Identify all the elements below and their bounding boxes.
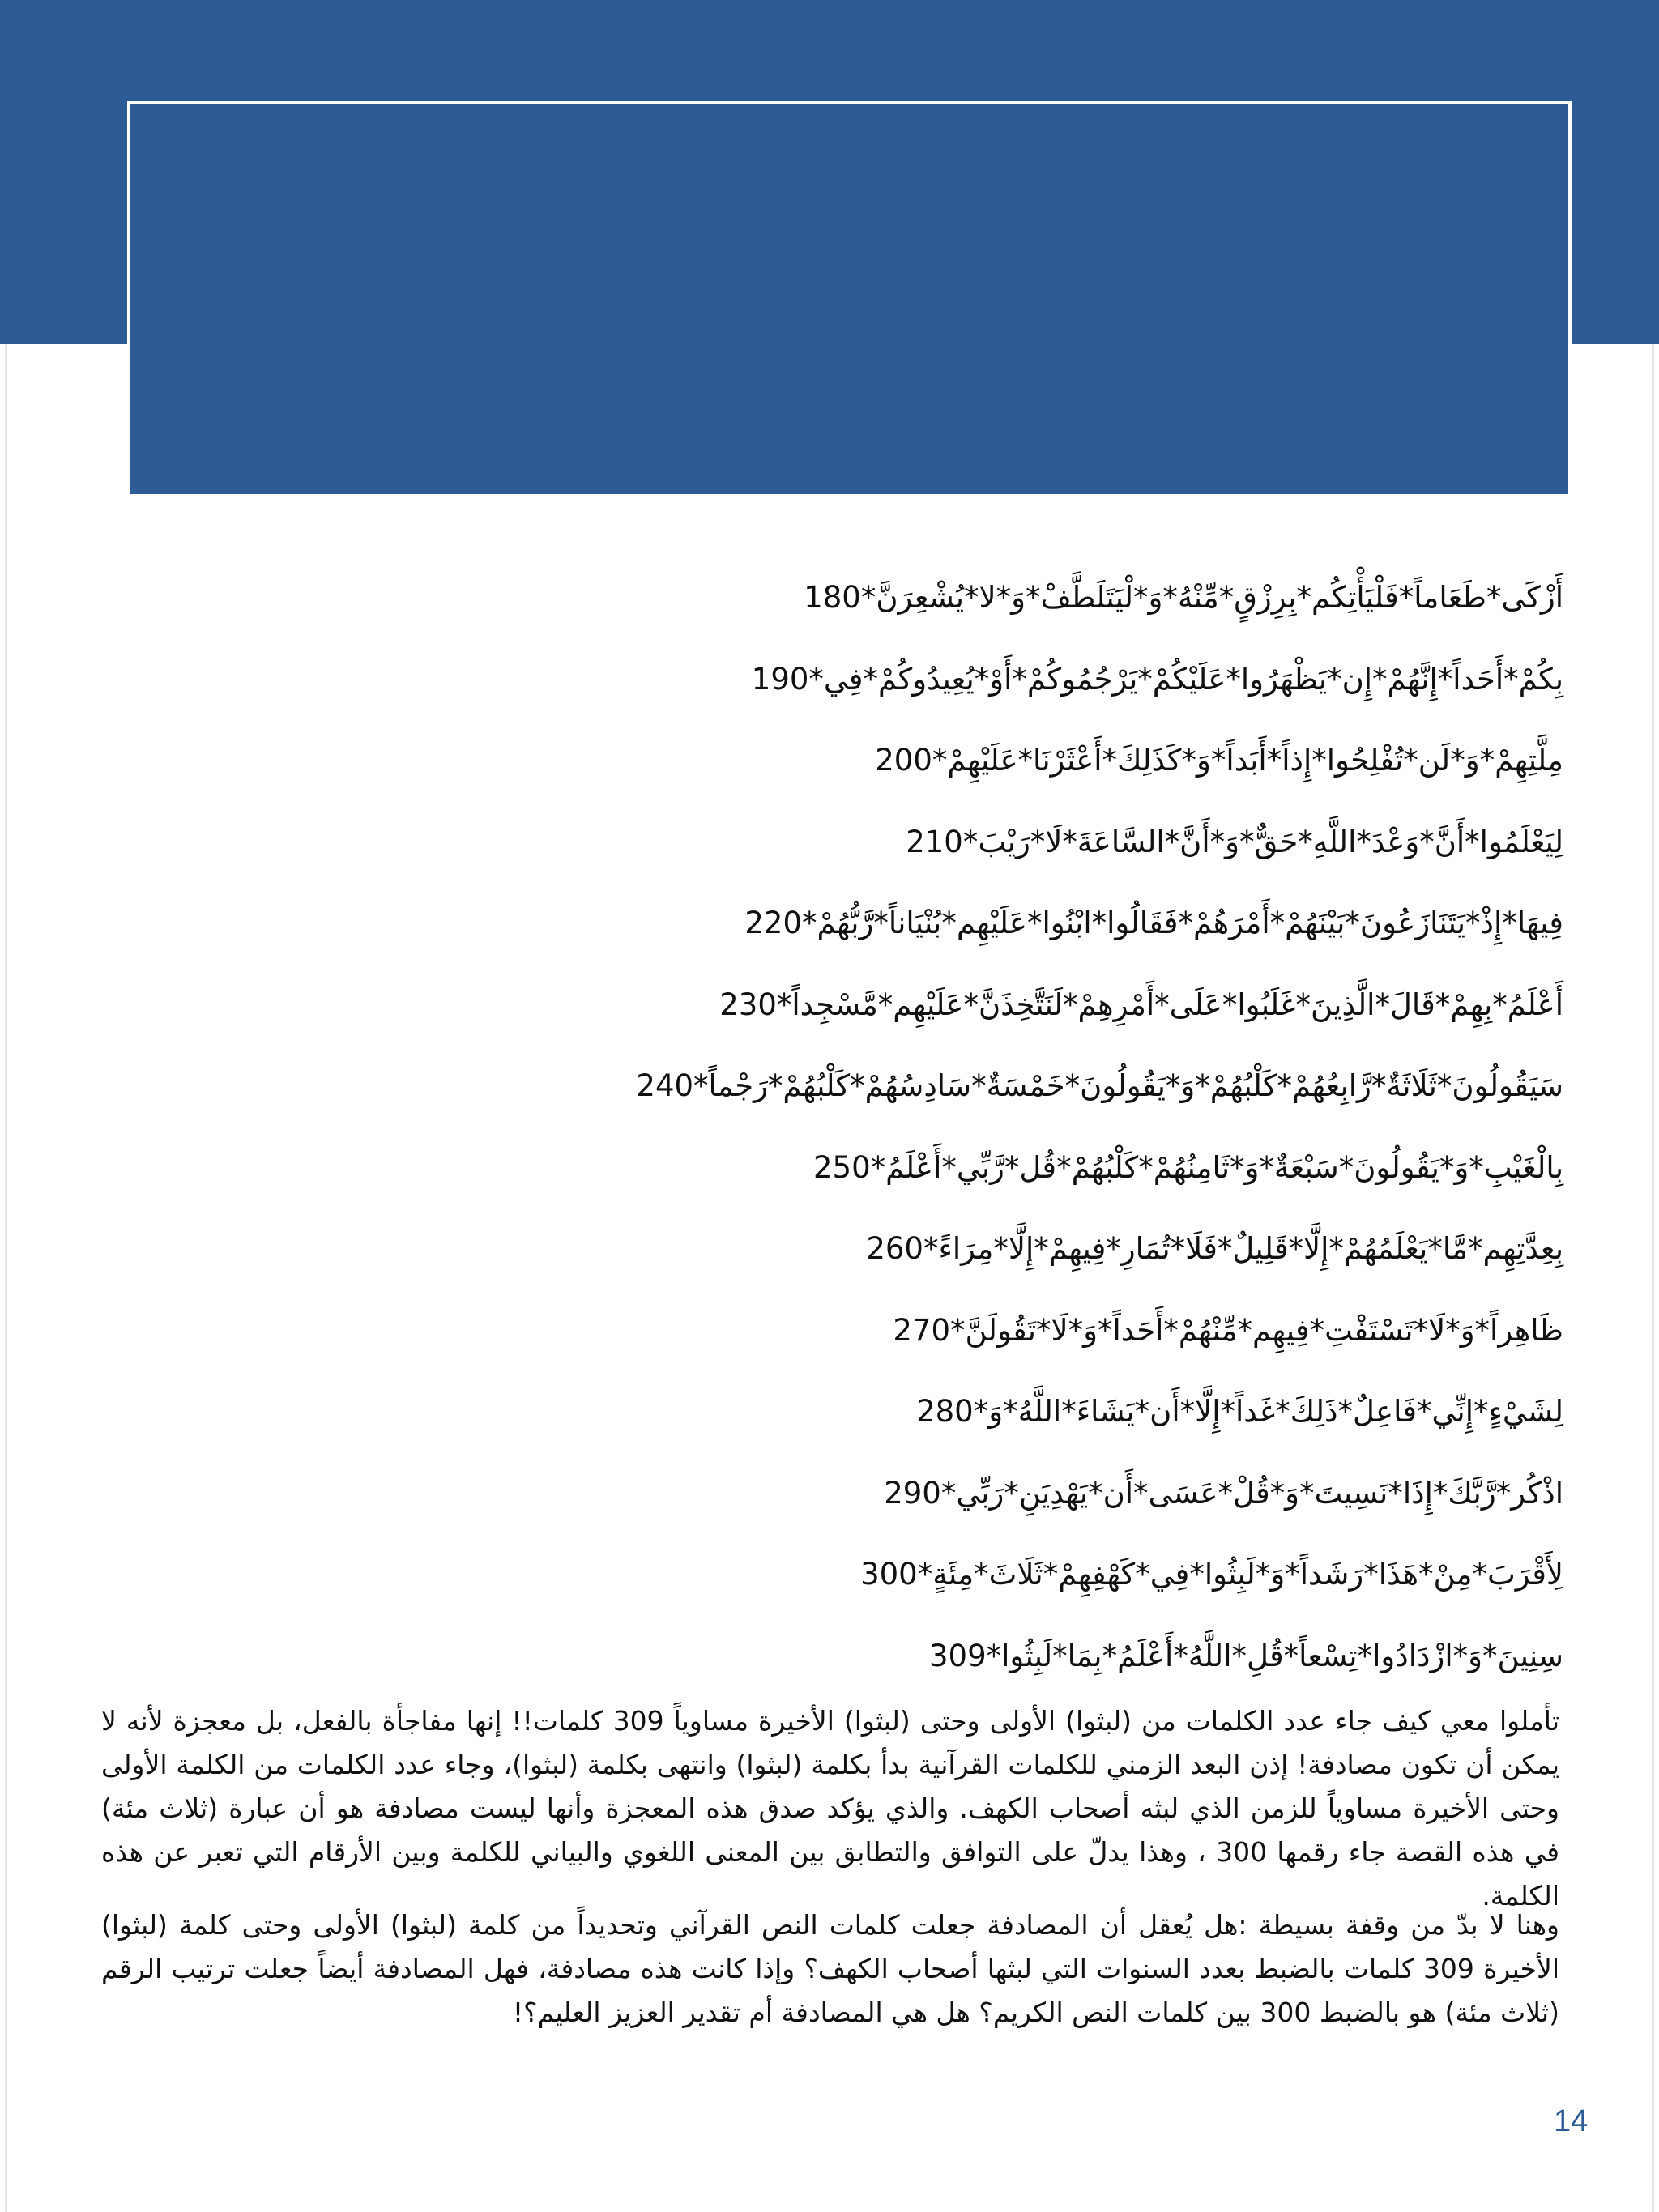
verse-line: بِعِدَّتِهِم*مَّا*يَعْلَمُهُمْ*إِلَّا*قَلِيلٌ*فَلَا*تُمَارِ*فِيهِمْ*إِلَّا*مِرَاءً*260 xyxy=(866,1231,1563,1266)
verse-list xyxy=(122,557,1563,1697)
verse-line: لِشَيْءٍ*إِنِّي*فَاعِلٌ*ذَلِكَ*غَداً*إِلَّا*أَن*يَشَاءَ*اللَّهُ*وَ*280 xyxy=(916,1394,1563,1429)
body-paragraph: تأملوا معي كيف جاء عدد الكلمات من (لبثوا) الأولى وحتى (لبثوا) الأخيرة مساوياً 309 كلمات!! إنها مفاجأة بالفعل، بل معجزة لأنه لا يمكن أن تكون مصادفة! إذن البعد الزمني للكلمات القرآنية بدأ بكلمة (لبثوا) وانتهى بكلمة (لبثوا)، وجاء عدد الكلمات من الكلمة الأولى وحتى الأخيرة مساوياً للزمن الذي لبثه أصحاب الكهف. والذي يؤكد صدق هذه المعجزة وأنها ليست مصادفة هو أن عبارة (ثلاث مئة) في هذه القصة جاء رقمها 300 ، وهذا يدلّ على التوافق والتطابق بين المعنى اللغوي والبياني للكلمة وبين الأرقام التي تعبر عن هذه الكلمة. xyxy=(101,1705,1560,1912)
verse-line: لِيَعْلَمُوا*أَنَّ*وَعْدَ*اللَّهِ*حَقٌّ*وَ*أَنَّ*السَّاعَةَ*لَا*رَيْبَ*210 xyxy=(906,824,1563,859)
verse-line: اذْكُر*رَّبَّكَ*إِذَا*نَسِيتَ*وَ*قُلْ*عَسَى*أَن*يَهْدِيَنِ*رَبِّي*290 xyxy=(884,1475,1563,1511)
verse-line: سَيَقُولُونَ*ثَلَاثَةٌ*رَّابِعُهُمْ*كَلْبُهُمْ*وَ*يَقُولُونَ*خَمْسَةٌ*سَادِسُهُمْ*كَلْبُهُمْ*رَجْماً*240 xyxy=(636,1068,1563,1103)
verse-line: أَزْكَى*طَعَاماً*فَلْيَأْتِكُم*بِرِزْقٍ*مِّنْهُ*وَ*لْيَتَلَطَّفْ*وَ*لا*يُشْعِرَنَّ*180 xyxy=(804,580,1563,615)
verse-line: سِنِينَ*وَ*ازْدَادُوا*تِسْعاً*قُلِ*اللَّهُ*أَعْلَمُ*بِمَا*لَبِثُوا*309 xyxy=(929,1638,1563,1673)
verse-line: فِيهَا*إِذْ*يَتَنَازَعُونَ*بَيْنَهُمْ*أَمْرَهُمْ*فَقَالُوا*ابْنُوا*عَلَيْهِم*بُنْيَاناً*رَّبُّهُمْ*220 xyxy=(744,906,1563,940)
header-panel xyxy=(127,101,1572,494)
verse-line: لِأَقْرَبَ*مِنْ*هَذَا*رَشَداً*وَ*لَبِثُوا*فِي*كَهْفِهِمْ*ثَلَاثَ*مِئَةٍ*300 xyxy=(860,1557,1563,1592)
verse-line: مِلَّتِهِمْ*وَ*لَن*تُفْلِحُوا*إِذاً*أَبَداً*وَ*كَذَلِكَ*أَعْثَرْنَا*عَلَيْهِمْ*200 xyxy=(875,743,1563,778)
verse-line: بِالْغَيْبِ*وَ*يَقُولُونَ*سَبْعَةٌ*وَ*ثَامِنُهُمْ*كَلْبُهُمْ*قُل*رَّبِّي*أَعْلَمُ*250 xyxy=(813,1149,1563,1185)
verse-line: بِكُمْ*أَحَداً*إِنَّهُمْ*إِن*يَظْهَرُوا*عَلَيْكُمْ*يَرْجُمُوكُمْ*أَوْ*يُعِيدُوكُمْ*فِي*190 xyxy=(751,661,1563,697)
page-number: 14 xyxy=(1554,2104,1589,2138)
body-paragraph: وهنا لا بدّ من وقفة بسيطة :هل يُعقل أن المصادفة جعلت كلمات النص القرآني وتحديداً من كلمة (لبثوا) الأولى وحتى كلمة (لبثوا) الأخيرة 309 كلمات بالضبط بعدد السنوات التي لبثها أصحاب الكهف؟ وإذا كانت هذه مصادفة، فهل المصادفة أيضاً جعلت ترتيب الرقم (ثلاث مئة) هو بالضبط 300 بين كلمات النص الكريم؟ هل هي المصادفة أم تقدير العزيز العليم؟! xyxy=(101,1909,1559,2028)
verse-line: ظَاهِراً*وَ*لَا*تَسْتَفْتِ*فِيهِم*مِّنْهُمْ*أَحَداً*وَ*لَا*تَقُولَنَّ*270 xyxy=(893,1312,1563,1348)
verse-line: أَعْلَمُ*بِهِمْ*قَالَ*الَّذِينَ*غَلَبُوا*عَلَى*أَمْرِهِمْ*لَنَتَّخِذَنَّ*عَلَيْهِم*مَّسْجِداً*230 xyxy=(719,987,1563,1022)
